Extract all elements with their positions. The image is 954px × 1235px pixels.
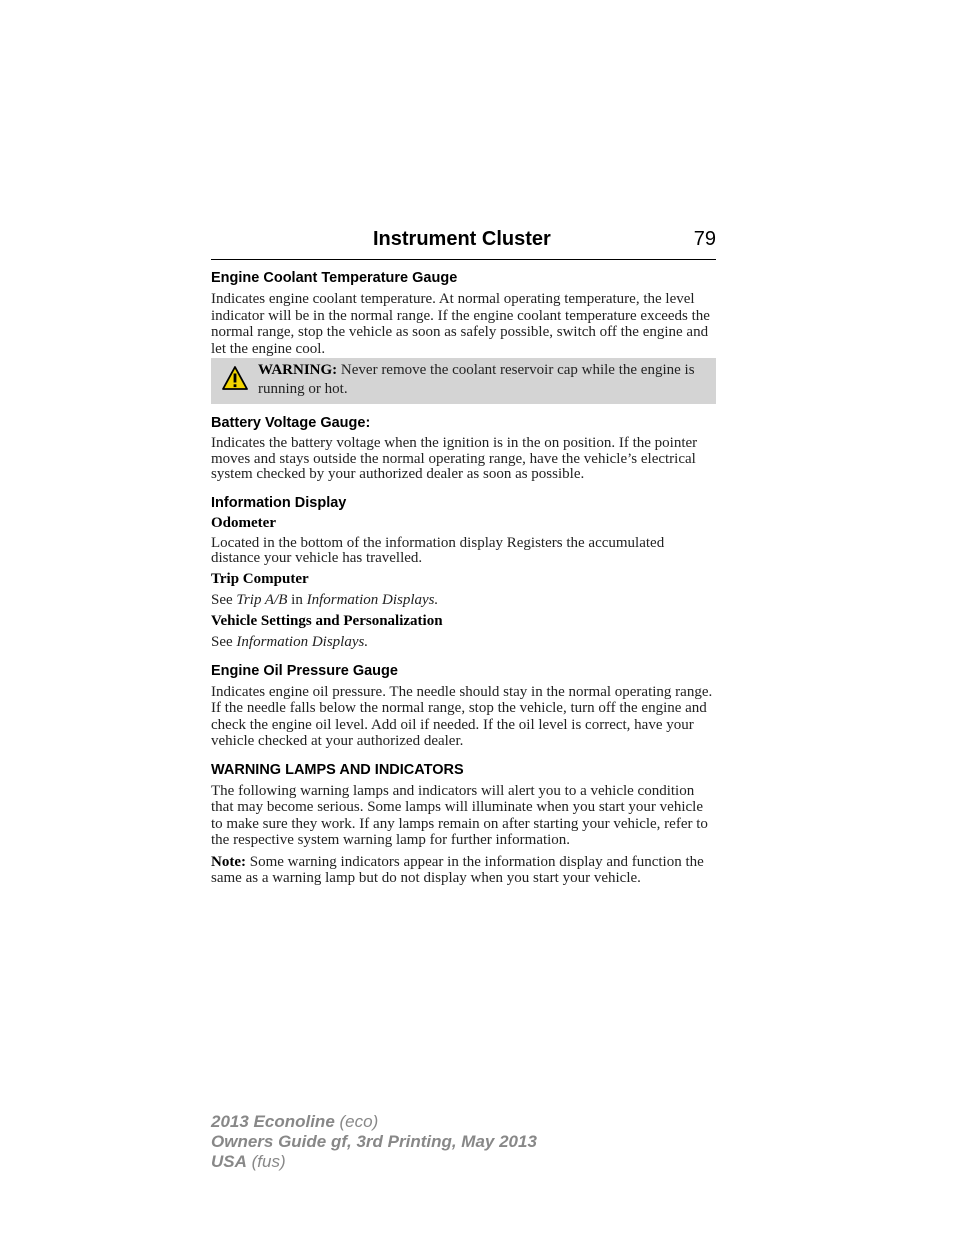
footer-model: 2013 Econoline bbox=[211, 1112, 335, 1131]
warning-label: WARNING: bbox=[258, 362, 338, 378]
odometer-title: Odometer bbox=[211, 514, 276, 531]
warning-text bbox=[258, 361, 708, 399]
footer-guide: Owners Guide gf, 3rd Printing, May 2013 bbox=[211, 1132, 537, 1151]
warning-lamps-body: The following warning lamps and indicators will alert you to a vehicle condition that may become serious. Some lamps will illuminate when you start your vehicle to make sure they work. If any lamps remain on after starting your vehicle, refer to the respective system warning lamp for further information. bbox=[211, 782, 708, 848]
odometer-body: Located in the bottom of the information display Registers the accumulated distance your vehicle has travelled. bbox=[211, 534, 665, 566]
warning-message: Never remove the coolant reservoir cap while the engine is running or hot. bbox=[258, 362, 695, 397]
trip-see: See bbox=[211, 591, 233, 608]
warning-lamps-heading: WARNING LAMPS AND INDICATORS bbox=[211, 761, 464, 778]
trip-computer-ref bbox=[211, 592, 716, 609]
footer-region-line bbox=[211, 1152, 537, 1172]
footer-model-line bbox=[211, 1112, 537, 1132]
oil-heading: Engine Oil Pressure Gauge bbox=[211, 662, 398, 679]
warning-box bbox=[211, 358, 716, 404]
page-title: Instrument Cluster bbox=[373, 228, 551, 250]
trip-in: in bbox=[291, 591, 303, 608]
coolant-body: Indicates engine coolant temperature. At normal operating temperature, the level indicator will be in the normal range. If the engine coolant temperature exceeds the normal range, stop the vehicle as soon as safely possible, switch off the engine and let the engine cool. bbox=[211, 291, 710, 357]
footer-region: USA bbox=[211, 1152, 247, 1171]
note-text: Some warning indicators appear in the information display and function the same as a warning lamp but do not display when you start your vehicle. bbox=[211, 853, 704, 886]
warning-triangle-icon bbox=[211, 361, 258, 399]
information-displays-link-2[interactable]: Information Displays. bbox=[236, 634, 369, 650]
coolant-heading: Engine Coolant Temperature Gauge bbox=[211, 270, 458, 286]
footer-guide-line bbox=[211, 1132, 537, 1152]
footer-model-code: (eco) bbox=[339, 1112, 379, 1131]
trip-ab-link[interactable]: Trip A/B bbox=[236, 591, 288, 608]
information-displays-link[interactable]: Information Displays. bbox=[306, 591, 439, 608]
battery-body: Indicates the battery voltage when the ignition is in the on position. If the pointer moves and stays outside the normal operating range, have the vehicle’s electrical system checked by your authorized dealer as soon as possible. bbox=[211, 435, 698, 482]
trip-computer-title: Trip Computer bbox=[211, 570, 309, 587]
vehicle-see: See bbox=[211, 634, 233, 650]
vehicle-settings-title: Vehicle Settings and Personalization bbox=[211, 613, 443, 629]
battery-heading: Battery Voltage Gauge: bbox=[211, 415, 371, 431]
oil-body: Indicates engine oil pressure. The needle should stay in the normal operating range. If the needle falls below the normal range, stop the vehicle, turn off the engine and check the engine oil level. Add oil if needed. If the oil level is correct, have your vehicle checked at your authorized dealer. bbox=[211, 683, 713, 749]
page-header bbox=[211, 228, 716, 260]
footer-region-code: (fus) bbox=[251, 1152, 286, 1171]
manual-page bbox=[211, 228, 716, 887]
vehicle-settings-ref bbox=[211, 634, 716, 651]
page-number: 79 bbox=[693, 228, 716, 250]
note-label: Note: bbox=[211, 853, 246, 870]
page-footer bbox=[211, 1112, 537, 1172]
note-paragraph bbox=[211, 854, 716, 887]
info-display-heading: Information Display bbox=[211, 494, 347, 511]
